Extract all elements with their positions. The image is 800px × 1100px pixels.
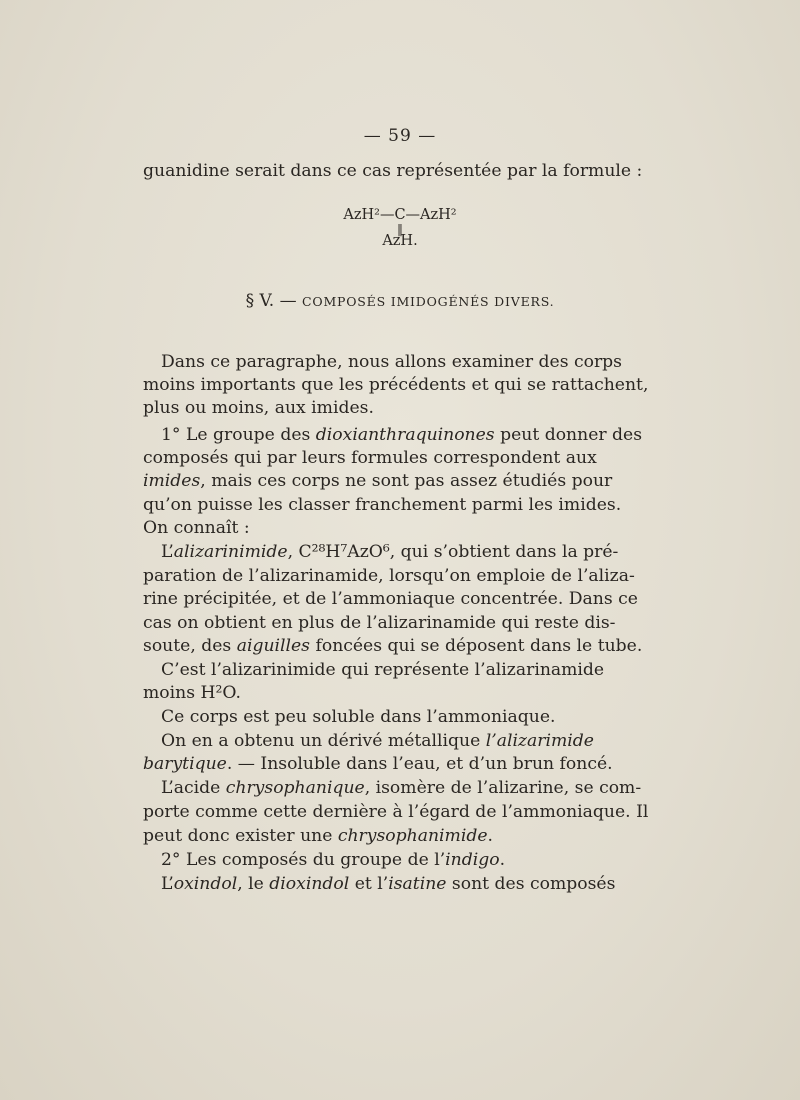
text-line: L’oxindol, le dioxindol et l’isatine sont des composés xyxy=(161,874,616,894)
text-line: imides, mais ces corps ne sont pas assez étudiés pour xyxy=(143,471,613,491)
formula-top: AzH²—C—AzH² xyxy=(343,207,457,223)
text-line: On en a obtenu un dérivé métallique l’alizarimide xyxy=(161,731,594,751)
text-line: paration de l’alizarinamide, lorsqu’on emploie de l’aliza- xyxy=(143,566,635,586)
section-dash: — xyxy=(279,291,297,311)
text-line: Dans ce paragraphe, nous allons examiner des corps xyxy=(161,352,622,372)
text-line: rine précipitée, et de l’ammoniaque concentrée. Dans ce xyxy=(143,589,638,609)
text-line: moins H²O. xyxy=(143,683,241,703)
text-line: L’alizarinimide, C²⁸H⁷AzO⁶, qui s’obtient dans la pré- xyxy=(161,542,619,562)
text-line: cas on obtient en plus de l’alizarinamide qui reste dis- xyxy=(143,613,616,633)
text-line: composés qui par leurs formules correspondent aux xyxy=(143,448,597,468)
section-marker: § V. xyxy=(245,291,275,311)
intro-line: guanidine serait dans ce cas représentée par la formule : xyxy=(143,161,643,181)
text-line: soute, des aiguilles foncées qui se déposent dans le tube. xyxy=(143,636,643,656)
page-number: — 59 — xyxy=(363,126,437,146)
section-title: COMPOSÉS IMIDOGÉNÉS DIVERS. xyxy=(302,294,555,309)
text-line: C’est l’alizarinimide qui représente l’alizarinamide xyxy=(161,660,605,680)
text-line: 2° Les composés du groupe de l’indigo. xyxy=(161,850,506,870)
formula-bottom: AzH. xyxy=(382,233,418,249)
text-line: barytique. — Insoluble dans l’eau, et d’un brun foncé. xyxy=(143,754,613,774)
text-line: Ce corps est peu soluble dans l’ammoniaque. xyxy=(161,707,556,727)
section-heading xyxy=(0,291,800,311)
text-line: porte comme cette dernière à l’égard de l’ammoniaque. Il xyxy=(143,802,649,822)
text-line: plus ou moins, aux imides. xyxy=(143,398,374,418)
text-line: 1° Le groupe des dioxianthraquinones peut donner des xyxy=(161,425,643,445)
text-line: peut donc exister une chrysophanimide. xyxy=(143,826,493,846)
text-line: moins importants que les précédents et qui se rattachent, xyxy=(143,375,649,395)
text-line: L’acide chrysophanique, isomère de l’alizarine, se com- xyxy=(161,778,642,798)
text-line: On connaît : xyxy=(143,518,250,538)
formula-bond: ‖ xyxy=(397,222,403,236)
text-line: qu’on puisse les classer franchement parmi les imides. xyxy=(143,495,622,515)
